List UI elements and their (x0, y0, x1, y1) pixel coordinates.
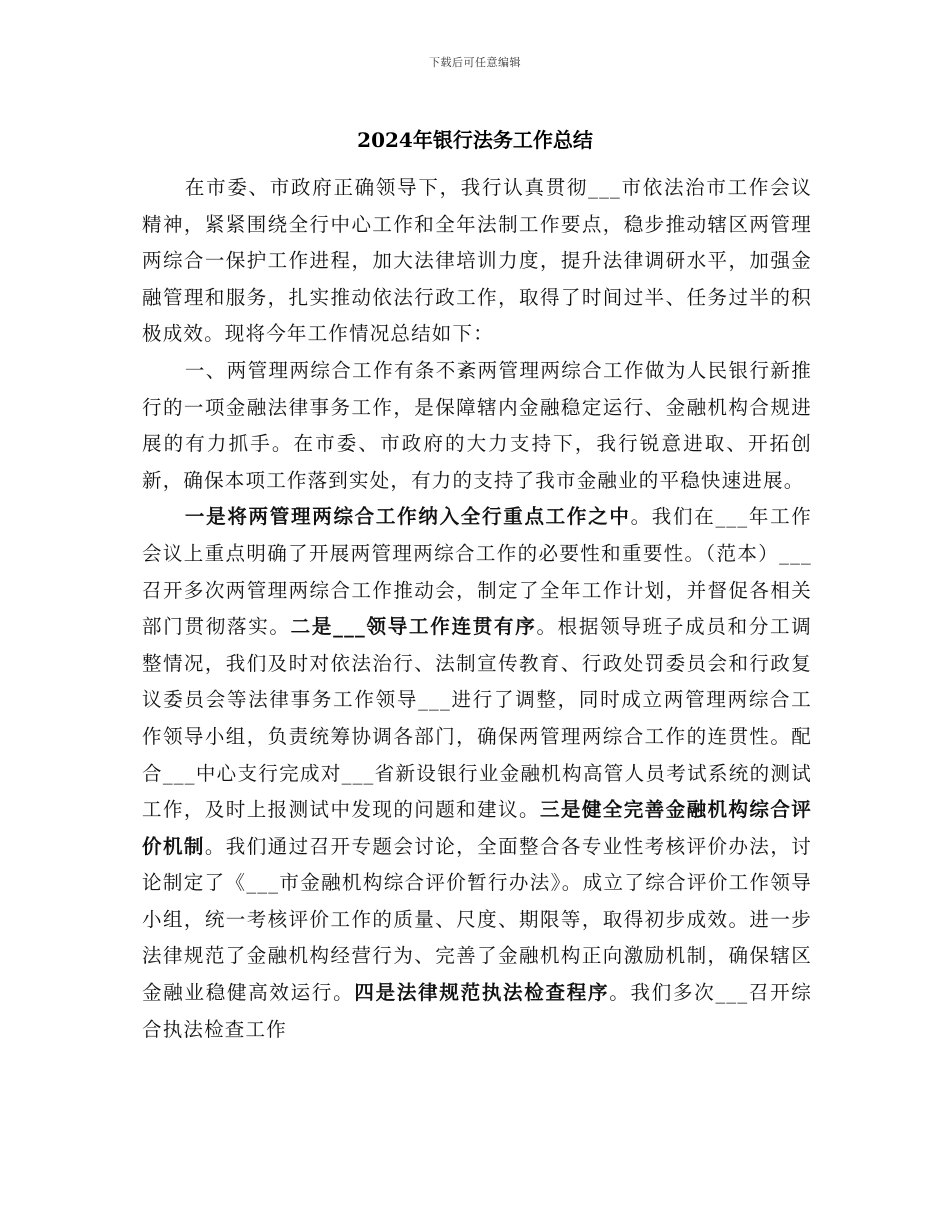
paragraph-section-one: 一、两管理两综合工作有条不紊两管理两综合工作做为人民银行新推行的一项金融法律事务工作，是保障辖内金融稳定运行、金融机构合规进展的有力抓手。在市委、市政府的大力支持下，我行锐意进取、开拓创新，确保本项工作落到实处，有力的支持了我市金融业的平稳快速进展。 (142, 358, 812, 492)
text-two: 。根据领导班子成员和分工调整情况，我们及时对依法治行、法制宣传教育、行政处罚委员会和行政复议委员会等法律事务工作领导___进行了调整，同时成立两管理两综合工作领导小组，负责统筹协调各部门，确保两管理两综合工作的连贯性。配合___中心支行完成对___省新设银行业金融机构高管人员考试系统的测试工作，及时上报测试中发现的问题和建议。 (142, 615, 812, 822)
text-three: 。我们通过召开专题会讨论，全面整合各专业性考核评价办法，讨论制定了《___市金融机构综合评价暂行办法》。成立了综合评价工作领导小组，统一考核评价工作的质量、尺度、期限等，取得初步成效。进一步法律规范了金融机构经营行为、完善了金融机构正向激励机制，确保辖区金融业稳健高效运行。 (142, 834, 812, 1005)
paragraph-details (142, 499, 812, 1048)
bold-heading-two: 二是___领导工作连贯有序 (290, 615, 537, 639)
bold-heading-one: 一是将两管理两综合工作纳入全行重点工作之中 (184, 505, 631, 529)
text-one: 。我们在___年工作会议上重点明确了开展两管理两综合工作的必要性和重要性。（范本）___召开多次两管理两综合工作推动会，制定了全年工作计划，并督促各相关部门贯彻落实。 (142, 505, 812, 639)
bold-heading-four: 四是法律规范执法检查程序 (354, 981, 610, 1005)
paragraph-intro: 在市委、市政府正确领导下，我行认真贯彻___市依法治市工作会议精神，紧紧围绕全行中心工作和全年法制工作要点，稳步推动辖区两管理两综合一保护工作进程，加大法律培训力度，提升法律调研水平，加强金融管理和服务，扎实推动依法行政工作，取得了时间过半、任务过半的积极成效。现将今年工作情况总结如下： (142, 176, 812, 346)
document-body (142, 170, 812, 1048)
bold-heading-three: 三是健全完善金融机构综合评价机制 (142, 798, 812, 858)
text-four: 。我们多次___召开综合执法检查工作 (142, 981, 813, 1041)
header-note: 下载后可任意编辑 (429, 56, 521, 69)
document-title: 2024年银行法务工作总结 (357, 128, 593, 152)
